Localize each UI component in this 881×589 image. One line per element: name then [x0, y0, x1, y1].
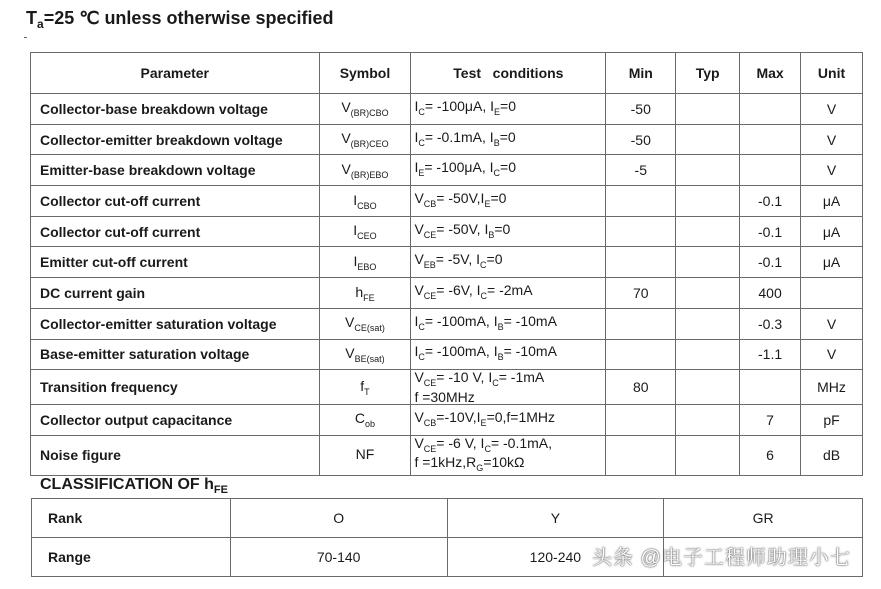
rank-row	[32, 499, 863, 538]
unit-cell: V	[801, 124, 863, 155]
table-header-row	[31, 53, 863, 94]
classification-title: CLASSIFICATION OF $h_{FE}$	[40, 476, 228, 497]
max-cell	[740, 94, 801, 125]
table-row	[31, 308, 863, 339]
min-cell	[606, 435, 676, 476]
symbol-cell: $h_{FE}$	[319, 278, 411, 309]
table-row	[31, 155, 863, 186]
conditions-cell: $V_{CB}=-10V,I_E=0,f=1MHz$	[411, 404, 606, 435]
table-row	[31, 278, 863, 309]
col-unit: Unit	[801, 53, 863, 94]
typ-cell	[676, 155, 740, 186]
symbol-cell: $I_{CEO}$	[319, 216, 411, 247]
unit-cell: V	[801, 155, 863, 186]
max-cell: -0.1	[740, 216, 801, 247]
unit-cell: μA	[801, 247, 863, 278]
min-cell	[606, 216, 676, 247]
parameter-cell: Collector output capacitance	[31, 404, 320, 435]
max-cell: 400	[740, 278, 801, 309]
range-y: 120-240	[447, 538, 664, 577]
symbol-cell: $V_{(BR)CEO}$	[319, 124, 411, 155]
max-cell: -0.1	[740, 247, 801, 278]
watermark: 头条 @电子工程师助理小七	[592, 547, 851, 569]
unit-cell: μA	[801, 186, 863, 217]
unit-cell	[801, 278, 863, 309]
max-cell: 6	[740, 435, 801, 476]
conditions-cell: $I_E= -100\mu A$, $I_C=0$	[411, 155, 606, 186]
max-cell	[740, 124, 801, 155]
min-cell	[606, 247, 676, 278]
max-cell: -0.1	[740, 186, 801, 217]
range-label: Range	[32, 538, 231, 577]
min-cell: -5	[606, 155, 676, 186]
symbol-cell: $f_T$	[319, 370, 411, 405]
table-row	[31, 339, 863, 370]
typ-cell	[676, 124, 740, 155]
unit-cell: pF	[801, 404, 863, 435]
typ-cell	[676, 216, 740, 247]
conditions-cell: $I_C= -100mA$, $I_B= -10mA$	[411, 308, 606, 339]
col-parameter: Parameter	[31, 53, 320, 94]
typ-cell	[676, 370, 740, 405]
parameter-cell: Transition frequency	[31, 370, 320, 405]
parameter-cell: Emitter cut-off current	[31, 247, 320, 278]
conditions-cell: $V_{EB}= -5V$, $I_C=0$	[411, 247, 606, 278]
parameter-cell: DC current gain	[31, 278, 320, 309]
col-symbol: Symbol	[319, 53, 411, 94]
typ-cell	[676, 404, 740, 435]
table-row	[31, 247, 863, 278]
typ-cell	[676, 94, 740, 125]
symbol-cell: $I_{EBO}$	[319, 247, 411, 278]
rank-gr: GR	[664, 499, 863, 538]
rank-o: O	[230, 499, 447, 538]
typ-cell	[676, 278, 740, 309]
col-typ: Typ	[676, 53, 740, 94]
table-row	[31, 370, 863, 405]
rank-y: Y	[447, 499, 664, 538]
min-cell: -50	[606, 94, 676, 125]
conditions-cell: $V_{CE}= -10$ V, $I_C= -1mA$ f =30MHz	[411, 370, 606, 405]
conditions-cell: $I_C= -0.1mA$, $I_B=0$	[411, 124, 606, 155]
table-row	[31, 435, 863, 476]
typ-cell	[676, 435, 740, 476]
min-cell	[606, 186, 676, 217]
min-cell: 70	[606, 278, 676, 309]
parameter-cell: Collector-emitter breakdown voltage	[31, 124, 320, 155]
margin-tick	[24, 37, 27, 38]
max-cell	[740, 370, 801, 405]
unit-cell: V	[801, 308, 863, 339]
unit-cell: V	[801, 339, 863, 370]
typ-cell	[676, 247, 740, 278]
table-row	[31, 124, 863, 155]
max-cell	[740, 155, 801, 186]
typ-cell	[676, 339, 740, 370]
parameter-cell: Collector-base breakdown voltage	[31, 94, 320, 125]
table-row	[31, 186, 863, 217]
parameter-cell: Collector cut-off current	[31, 186, 320, 217]
conditions-header: $T_a=25$ ℃ unless otherwise specified	[26, 8, 334, 31]
symbol-cell: $V_{CE(sat)}$	[319, 308, 411, 339]
symbol-cell: $V_{(BR)CBO}$	[319, 94, 411, 125]
parameter-cell: Base-emitter saturation voltage	[31, 339, 320, 370]
range-o: 70-140	[230, 538, 447, 577]
max-cell: 7	[740, 404, 801, 435]
col-test-conditions: Test conditions	[411, 53, 606, 94]
min-cell	[606, 339, 676, 370]
min-cell: -50	[606, 124, 676, 155]
col-max: Max	[740, 53, 801, 94]
symbol-cell: $V_{BE(sat)}$	[319, 339, 411, 370]
rank-label: Rank	[32, 499, 231, 538]
symbol-cell: $V_{(BR)EBO}$	[319, 155, 411, 186]
electrical-characteristics-table	[30, 52, 863, 476]
conditions-cell: $V_{CE}= -6V$, $I_C= -2mA$	[411, 278, 606, 309]
conditions-cell: $I_C= -100\mu A$, $I_E=0$	[411, 94, 606, 125]
parameter-cell: Collector cut-off current	[31, 216, 320, 247]
conditions-cell: $V_{CE}= -50V$, $I_B=0$	[411, 216, 606, 247]
parameter-cell: Emitter-base breakdown voltage	[31, 155, 320, 186]
unit-cell: μA	[801, 216, 863, 247]
min-cell	[606, 404, 676, 435]
unit-cell: MHz	[801, 370, 863, 405]
typ-cell	[676, 186, 740, 217]
symbol-cell: $I_{CBO}$	[319, 186, 411, 217]
table-row	[31, 404, 863, 435]
parameter-cell: Noise figure	[31, 435, 320, 476]
table-row	[31, 94, 863, 125]
max-cell: -0.3	[740, 308, 801, 339]
col-min: Min	[606, 53, 676, 94]
min-cell	[606, 308, 676, 339]
conditions-cell: $V_{CB}= -50V,I_E=0$	[411, 186, 606, 217]
max-cell: -1.1	[740, 339, 801, 370]
min-cell: 80	[606, 370, 676, 405]
table-row	[31, 216, 863, 247]
unit-cell: V	[801, 94, 863, 125]
typ-cell	[676, 308, 740, 339]
conditions-cell: $I_C= -100mA$, $I_B= -10mA$	[411, 339, 606, 370]
symbol-cell: NF	[319, 435, 411, 476]
conditions-cell: $V_{CE}= -6$ V, $I_C= -0.1mA$, $f =1kHz,R_G=10k\Omega$	[411, 435, 606, 476]
parameter-cell: Collector-emitter saturation voltage	[31, 308, 320, 339]
unit-cell: dB	[801, 435, 863, 476]
symbol-cell: $C_{ob}$	[319, 404, 411, 435]
